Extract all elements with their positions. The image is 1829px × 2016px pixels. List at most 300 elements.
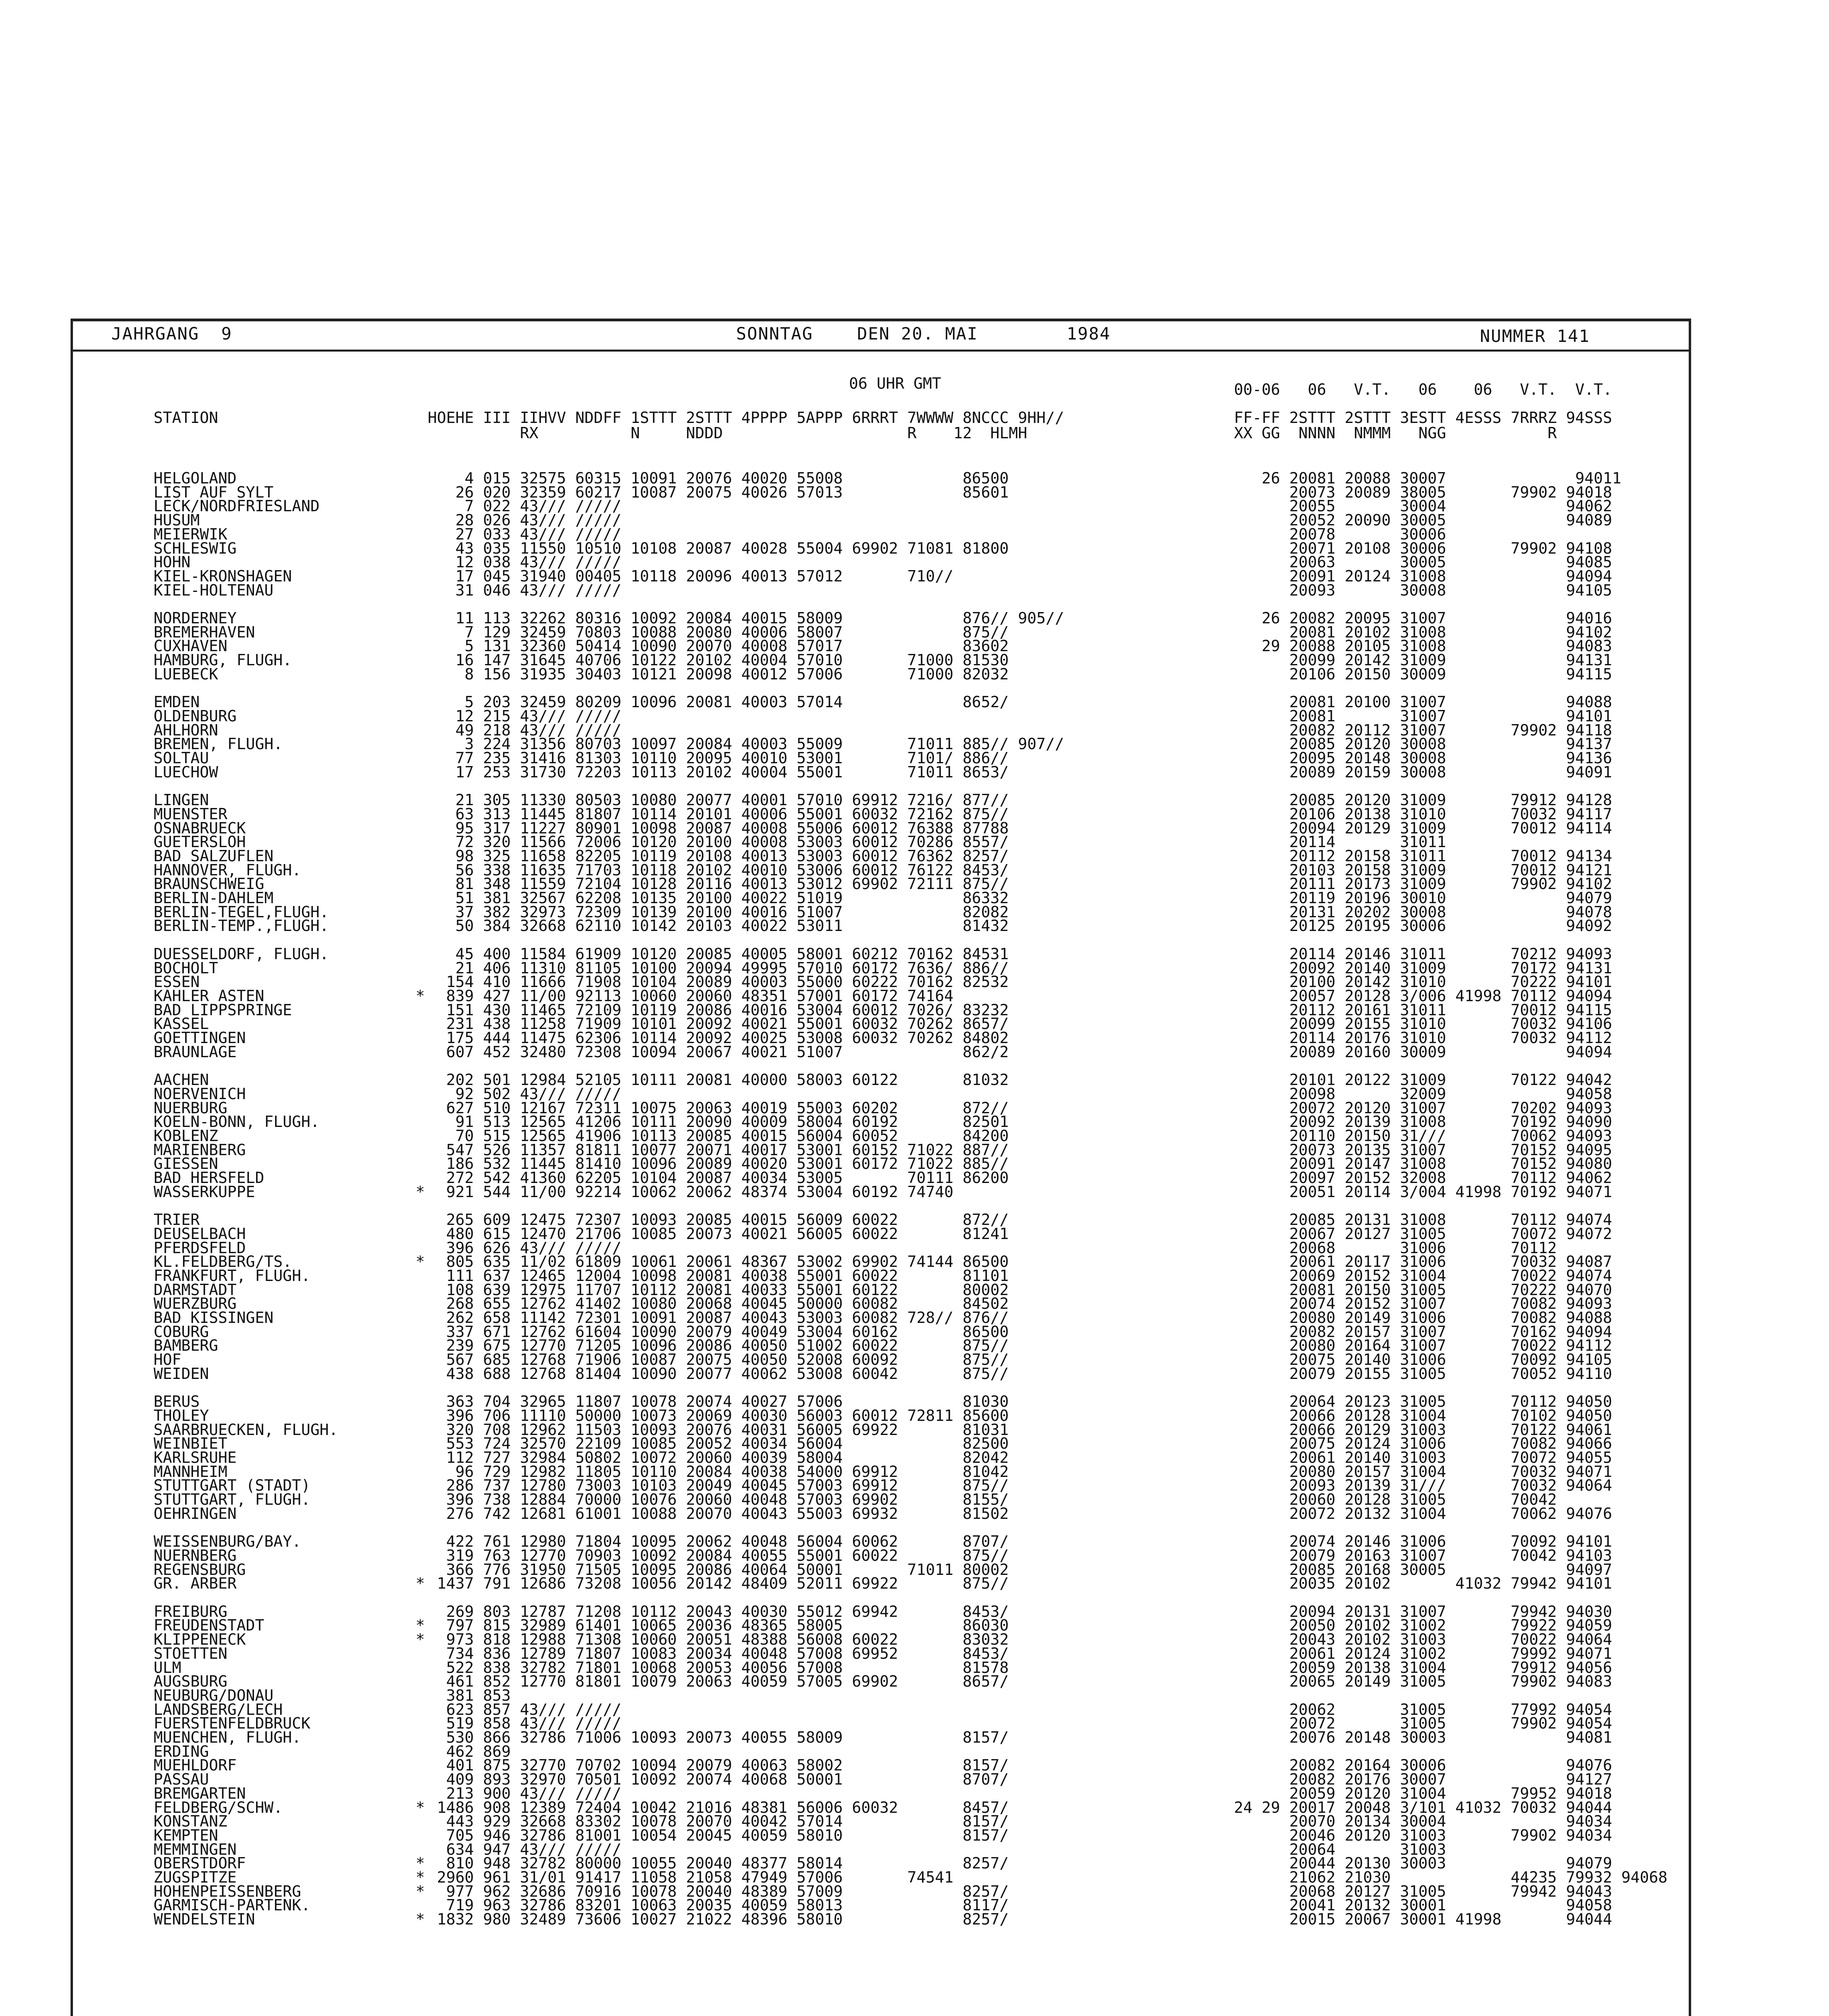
station-name: MARIENBERG <box>154 1141 246 1159</box>
station-name: HAMBURG, FLUGH. <box>154 651 292 669</box>
station-name: FREUDENSTADT <box>154 1616 264 1635</box>
table-row <box>73 583 1689 598</box>
obs-06utc-group: 56 338 11635 71703 10118 20102 40010 53006 60012 76122 8453/ <box>428 861 1009 879</box>
obs-06utc-group: 530 866 32786 71006 10093 20073 40055 58009 8157/ <box>428 1729 1009 1746</box>
left-column-header-line1: HOEHE III IIHVV NDDFF 1STTT 2STTT 4PPPP 5APPP 6RRRT 7WWWW 8NCCC 9HH// <box>428 409 1064 427</box>
period-group: 20073 20089 38005 79902 94018 <box>1234 483 1612 501</box>
table-row <box>73 1506 1689 1521</box>
obs-06utc-group: 45 400 11584 61909 10120 20085 40005 58001 60212 70162 84531 <box>428 945 1009 963</box>
station-name: HANNOVER, FLUGH. <box>154 861 302 879</box>
station-name: COBURG <box>154 1322 209 1341</box>
obs-06utc-group: 16 147 31645 40706 10122 20102 40004 57010 71000 81530 <box>428 651 1009 669</box>
period-group: 20076 20148 30003 94081 <box>1234 1729 1612 1746</box>
period-group: 20093 20139 31/// 70032 94064 <box>1234 1477 1612 1495</box>
obs-06utc-group: 363 704 32965 11807 10078 20074 40027 57006 81030 <box>428 1393 1009 1411</box>
header-rule <box>73 350 1689 352</box>
station-name: BERLIN-TEMP.,FLUGH. <box>154 917 329 935</box>
mountain-station-marker: * <box>416 1574 425 1593</box>
obs-06utc-group: 265 609 12475 72307 10093 20085 40015 56009 60022 872// <box>428 1211 1009 1229</box>
station-name: NUERBURG <box>154 1099 228 1117</box>
obs-06utc-group: 634 947 43/// ///// <box>428 1840 622 1858</box>
year-label: 1984 <box>1067 324 1111 344</box>
station-name: BAD SALZUFLEN <box>154 847 274 865</box>
station-name: LIST AUF SYLT <box>154 483 274 501</box>
obs-06utc-group: 627 510 12167 72311 10075 20063 40019 55003 60202 872// <box>428 1099 1009 1117</box>
mountain-station-marker: * <box>416 1854 425 1872</box>
period-group: 20085 20131 31008 70112 94074 <box>1234 1211 1612 1229</box>
period-group: 20082 20112 31007 79902 94118 <box>1234 721 1612 739</box>
period-group: 26 20082 20095 31007 94016 <box>1234 609 1612 627</box>
obs-06utc-group: 262 658 11142 72301 10091 20087 40043 53003 60082 728// 876// <box>428 1309 1009 1327</box>
obs-06utc-group: 70 515 12565 41906 10113 20085 40015 56004 60052 84200 <box>428 1127 1009 1145</box>
period-group: 20079 20163 31007 70042 94103 <box>1234 1546 1612 1564</box>
station-name: LANDSBERG/LECH <box>154 1700 283 1718</box>
station-name: NUERNBERG <box>154 1546 237 1564</box>
period-group: 20089 20159 30008 94091 <box>1234 763 1612 781</box>
obs-06utc-group: 81 348 11559 72104 10128 20116 40013 53012 69902 72111 875// <box>428 875 1009 893</box>
obs-06utc-group: 810 948 32782 80000 10055 20040 48377 58014 8257/ <box>428 1854 1009 1872</box>
obs-06utc-group: 519 858 43/// ///// <box>428 1714 622 1733</box>
period-group: 20095 20148 30008 94136 <box>1234 749 1612 767</box>
station-name: MEMMINGEN <box>154 1840 237 1858</box>
station-name: WENDELSTEIN <box>154 1910 255 1929</box>
mountain-station-marker: * <box>416 1910 425 1929</box>
station-name: LECK/NORDFRIESLAND <box>154 497 320 515</box>
left-column-header-line2: RX N NDDD R 12 HLMH <box>428 424 1028 442</box>
period-group: 20099 20142 31009 94131 <box>1234 651 1612 669</box>
station-name: TRIER <box>154 1211 200 1229</box>
station-column-header: STATION <box>154 409 218 427</box>
period-group: 20060 20128 31005 70042 <box>1234 1491 1557 1509</box>
station-name: KAHLER ASTEN <box>154 987 264 1005</box>
station-name: BOCHOLT <box>154 959 218 977</box>
period-group: 20065 20149 31005 79902 94083 <box>1234 1672 1612 1691</box>
table-row <box>73 1828 1689 1843</box>
obs-06utc-group: 268 655 12762 41402 10080 20068 40045 50000 60082 84502 <box>428 1295 1009 1313</box>
obs-06utc-group: 92 502 43/// ///// <box>428 1085 622 1103</box>
table-row <box>73 1674 1689 1689</box>
station-name: BAD LIPPSPRINGE <box>154 1001 292 1019</box>
obs-06utc-group: 921 544 11/00 92214 10062 20062 48374 53004 60192 74740 <box>428 1183 954 1201</box>
station-name: NORDERNEY <box>154 609 237 627</box>
obs-06utc-group: 151 430 11465 72109 10119 20086 40016 53004 60012 7026/ 83232 <box>428 1001 1009 1019</box>
obs-06utc-group: 43 035 11550 10510 10108 20087 40028 55004 69902 71081 81800 <box>428 539 1009 557</box>
station-name: ULM <box>154 1658 181 1677</box>
period-group: 20044 20130 30003 94079 <box>1234 1854 1612 1872</box>
period-group: 20097 20152 32008 70112 94062 <box>1234 1169 1612 1187</box>
period-group: 20106 20150 30009 94115 <box>1234 665 1612 683</box>
station-name: GARMISCH-PARTENK. <box>154 1896 310 1914</box>
obs-06utc-group: 28 026 43/// ///// <box>428 511 622 529</box>
obs-06utc-group: 422 761 12980 71804 10095 20062 40048 56004 60062 8707/ <box>428 1533 1009 1551</box>
obs-06utc-group: 1437 791 12686 73208 10056 20142 48409 52011 69922 875// <box>428 1574 1009 1593</box>
obs-06utc-group: 705 946 32786 81001 10054 20045 40059 58010 8157/ <box>428 1826 1009 1844</box>
mountain-station-marker: * <box>416 1631 425 1649</box>
period-group: 20064 20123 31005 70112 94050 <box>1234 1393 1612 1411</box>
obs-06utc-group: 480 615 12470 21706 10085 20073 40021 56005 60022 81241 <box>428 1225 1009 1243</box>
station-name: BAD HERSFELD <box>154 1169 264 1187</box>
station-name: HOHN <box>154 553 191 571</box>
table-row <box>73 1184 1689 1200</box>
obs-06utc-group: 154 410 11666 71908 10104 20089 40003 55000 60222 70162 82532 <box>428 973 1009 991</box>
obs-06utc-group: 805 635 11/02 61809 10061 20061 48367 53002 69902 74144 86500 <box>428 1253 1009 1271</box>
station-name: WEINBIET <box>154 1435 228 1453</box>
obs-06utc-group: 272 542 41360 62205 10104 20087 40034 53005 70111 86200 <box>428 1169 1009 1187</box>
period-group: 20035 20102 41032 79942 94101 <box>1234 1574 1612 1593</box>
obs-06utc-group: 21 305 11330 80503 10080 20077 40001 57010 69912 7216/ 877// <box>428 791 1009 809</box>
period-group: 20082 20164 30006 94076 <box>1234 1756 1612 1774</box>
period-group: 20063 30005 94085 <box>1234 553 1612 571</box>
station-name: SOLTAU <box>154 749 209 767</box>
obs-06utc-group: 8 156 31935 30403 10121 20098 40012 57006 71000 82032 <box>428 665 1009 683</box>
obs-06utc-group: 96 729 12982 11805 10110 20084 40038 54000 69912 81042 <box>428 1462 1009 1481</box>
period-group: 20079 20155 31005 70052 94110 <box>1234 1364 1612 1383</box>
obs-06utc-group: 37 382 32973 72309 10139 20100 40016 51007 82082 <box>428 903 1009 921</box>
period-group: 20100 20142 31010 70222 94101 <box>1234 973 1612 991</box>
period-group: 20114 31011 <box>1234 833 1446 851</box>
station-name: ESSEN <box>154 973 200 991</box>
station-name: KIEL-HOLTENAU <box>154 581 274 599</box>
obs-06utc-group: 12 215 43/// ///// <box>428 707 622 725</box>
obs-06utc-group: 11 113 32262 80316 10092 20084 40015 58009 876// 905// <box>428 609 1064 627</box>
obs-06utc-group: 186 532 11445 81410 10096 20089 40020 53001 60172 71022 885// <box>428 1155 1009 1173</box>
obs-06utc-group: 7 129 32459 70803 10088 20080 40006 58007 875// <box>428 623 1009 641</box>
station-name: OSNABRUECK <box>154 819 246 837</box>
station-name: KOELN-BONN, FLUGH. <box>154 1113 320 1131</box>
period-group: 20072 31005 79902 94054 <box>1234 1714 1612 1733</box>
obs-06utc-group: 443 929 32668 83302 10078 20070 40042 57014 8157/ <box>428 1812 1009 1831</box>
station-name: BERLIN-TEGEL,FLUGH. <box>154 903 329 921</box>
period-group: 20085 20120 31009 79912 94128 <box>1234 791 1612 809</box>
obs-06utc-group: 213 900 43/// ///// <box>428 1784 622 1802</box>
period-group: 20082 20157 31007 70162 94094 <box>1234 1322 1612 1341</box>
station-name: PASSAU <box>154 1770 209 1789</box>
period-group: 20075 20140 31006 70092 94105 <box>1234 1351 1612 1369</box>
period-group: 20103 20158 31009 70012 94121 <box>1234 861 1612 879</box>
period-group: 20057 20128 3/006 41998 70112 94094 <box>1234 987 1612 1005</box>
obs-06utc-group: 623 857 43/// ///// <box>428 1700 622 1718</box>
date-label: DEN 20. MAI <box>857 324 978 344</box>
period-group: 20061 20117 31006 70032 94087 <box>1234 1253 1612 1271</box>
period-group: 20106 20138 31010 70032 94117 <box>1234 805 1612 823</box>
obs-06utc-group: 72 320 11566 72006 10120 20100 40008 53003 60012 70286 8557/ <box>428 833 1009 851</box>
period-group: 20062 31005 77992 94054 <box>1234 1700 1612 1718</box>
station-name: AACHEN <box>154 1071 209 1089</box>
station-name: GIESSEN <box>154 1155 218 1173</box>
period-group: 20061 20124 31002 79992 94071 <box>1234 1644 1612 1662</box>
station-name: KEMPTEN <box>154 1826 218 1844</box>
period-group: 20093 30008 94105 <box>1234 581 1612 599</box>
station-name: LUEBECK <box>154 665 218 683</box>
period-group: 20041 20132 30001 94058 <box>1234 1896 1612 1914</box>
obs-06utc-group: 51 381 32567 62208 10135 20100 40022 51019 86332 <box>428 889 1009 907</box>
obs-06utc-group: 3 224 31356 80703 10097 20084 40003 55009 71011 885// 907// <box>428 735 1064 753</box>
obs-06utc-group: 50 384 32668 62110 10142 20103 40022 53011 81432 <box>428 917 1009 935</box>
station-name: MEIERWIK <box>154 525 228 543</box>
station-name: KARLSRUHE <box>154 1449 237 1466</box>
station-name: EMDEN <box>154 693 200 711</box>
station-name: KONSTANZ <box>154 1812 228 1831</box>
period-group: 29 20088 20105 31008 94083 <box>1234 637 1612 655</box>
period-group: 20059 20120 31004 79952 94018 <box>1234 1784 1612 1802</box>
period-group: 20089 20160 30009 94094 <box>1234 1043 1612 1061</box>
obs-06utc-group: 719 963 32786 83201 10063 20035 40059 58013 8117/ <box>428 1896 1009 1914</box>
obs-06utc-group: 553 724 32570 22109 10085 20052 40034 56004 82500 <box>428 1435 1009 1453</box>
station-name: OEHRINGEN <box>154 1504 237 1522</box>
station-name: FUERSTENFELDBRUCK <box>154 1714 310 1733</box>
period-group: 20072 20132 31004 70062 94076 <box>1234 1504 1612 1522</box>
issue-number: NUMMER 141 <box>1480 326 1590 346</box>
obs-06utc-group: 239 675 12770 71205 10096 20086 40050 51002 60022 875// <box>428 1337 1009 1355</box>
volume-label: JAHRGANG 9 <box>111 324 233 344</box>
period-group: 26 20081 20088 30007 94011 <box>1234 469 1621 487</box>
station-name: THOLEY <box>154 1406 209 1425</box>
obs-06utc-group: 462 869 <box>428 1742 511 1760</box>
table-row <box>73 1730 1689 1745</box>
period-group: 20114 20176 31010 70032 94112 <box>1234 1029 1612 1047</box>
period-group: 20072 20120 31007 70202 94093 <box>1234 1099 1612 1117</box>
period-group: 20052 20090 30005 94089 <box>1234 511 1612 529</box>
period-group: 20081 20100 31007 94088 <box>1234 693 1612 711</box>
station-name: STUTTGART, FLUGH. <box>154 1491 310 1509</box>
station-name: BRAUNLAGE <box>154 1043 237 1061</box>
period-group: 20091 20124 31008 94094 <box>1234 567 1612 585</box>
obs-06utc-group: 320 708 12962 11503 10093 20076 40031 56005 69922 81031 <box>428 1420 1009 1439</box>
obs-06utc-group: 98 325 11658 82205 10119 20108 40013 53003 60012 76362 8257/ <box>428 847 1009 865</box>
period-group: 21062 21030 44235 79932 94068 <box>1234 1868 1668 1886</box>
period-header: 00-06 06 V.T. 06 06 V.T. V.T. <box>1234 381 1612 398</box>
period-group: 20085 20168 30005 94097 <box>1234 1560 1612 1579</box>
obs-06utc-group: 1832 980 32489 73606 10027 21022 48396 58010 8257/ <box>428 1910 1009 1929</box>
period-group: 20046 20120 31003 79902 94034 <box>1234 1826 1612 1844</box>
obs-06utc-group: 27 033 43/// ///// <box>428 525 622 543</box>
station-name: STUTTGART (STADT) <box>154 1477 310 1495</box>
station-name: LUECHOW <box>154 763 218 781</box>
station-name: ERDING <box>154 1742 209 1760</box>
obs-06utc-group: 17 253 31730 72203 10113 20102 40004 55001 71011 8653/ <box>428 763 1009 781</box>
table-row <box>73 1044 1689 1060</box>
period-group: 20059 20138 31004 79912 94056 <box>1234 1658 1612 1677</box>
obs-06utc-group: 231 438 11258 71909 10101 20092 40021 55001 60032 70262 8657/ <box>428 1015 1009 1033</box>
period-group: 20110 20150 31/// 70062 94093 <box>1234 1127 1612 1145</box>
obs-06utc-group: 461 852 12770 81801 10079 20063 40059 57005 69902 8657/ <box>428 1672 1009 1691</box>
mountain-station-marker: * <box>416 1616 425 1635</box>
station-name: MUENSTER <box>154 805 228 823</box>
obs-06utc-group: 17 045 31940 00405 10118 20096 40013 57012 710// <box>428 567 954 585</box>
period-group: 20112 20158 31011 70012 94134 <box>1234 847 1612 865</box>
station-name: FELDBERG/SCHW. <box>154 1798 283 1816</box>
station-name: ZUGSPITZE <box>154 1868 237 1886</box>
period-group: 20055 30004 94062 <box>1234 497 1612 515</box>
period-group: 20099 20155 31010 70032 94106 <box>1234 1015 1612 1033</box>
station-name: GR. ARBER <box>154 1574 237 1593</box>
obs-06utc-group: 409 893 32970 70501 10092 20074 40068 50001 8707/ <box>428 1770 1009 1789</box>
station-name: KIEL-KRONSHAGEN <box>154 567 292 585</box>
station-name: AHLHORN <box>154 721 218 739</box>
period-group: 20074 20146 31006 70092 94101 <box>1234 1533 1612 1551</box>
mountain-station-marker: * <box>416 1183 425 1201</box>
obs-06utc-group: 4 015 32575 60315 10091 20076 40020 55008 86500 <box>428 469 1009 487</box>
period-group: 20070 20134 30004 94034 <box>1234 1812 1612 1831</box>
obs-06utc-group: 396 738 12884 70000 10076 20060 40048 57003 69902 8155/ <box>428 1491 1009 1509</box>
station-name: DEUSELBACH <box>154 1225 246 1243</box>
right-column-header-line2: XX GG NNNN NMMM NGG R <box>1234 424 1557 442</box>
obs-06utc-group: 977 962 32686 70916 10078 20040 48389 57009 8257/ <box>428 1882 1009 1900</box>
station-name: BRAUNSCHWEIG <box>154 875 264 893</box>
obs-06utc-group: 522 838 32782 71801 10068 20053 40056 57008 81578 <box>428 1658 1009 1677</box>
station-name: MANNHEIM <box>154 1462 228 1481</box>
mountain-station-marker: * <box>416 1253 425 1271</box>
period-group: 20119 20196 30010 94079 <box>1234 889 1612 907</box>
period-group: 20043 20102 31003 70022 94064 <box>1234 1631 1612 1649</box>
obs-06utc-group: 269 803 12787 71208 10112 20043 40030 55012 69942 8453/ <box>428 1602 1009 1620</box>
obs-06utc-group: 839 427 11/00 92113 10060 20060 48351 57001 60172 74164 <box>428 987 954 1005</box>
period-group: 20067 20127 31005 70072 94072 <box>1234 1225 1612 1243</box>
station-name: KOBLENZ <box>154 1127 218 1145</box>
station-name: NOERVENICH <box>154 1085 246 1103</box>
weather-report-sheet <box>71 319 1691 2016</box>
period-group: 20073 20135 31007 70152 94095 <box>1234 1141 1612 1159</box>
period-group: 20078 30006 <box>1234 525 1446 543</box>
period-group: 20131 20202 30008 94078 <box>1234 903 1612 921</box>
obs-06utc-group: 77 235 31416 81303 10110 20095 40010 53001 7101/ 886// <box>428 749 1009 767</box>
period-group: 20066 20129 31003 70122 94061 <box>1234 1420 1612 1439</box>
obs-06utc-group: 337 671 12762 61604 10090 20079 40049 53004 60162 86500 <box>428 1322 1009 1341</box>
obs-06utc-group: 567 685 12768 71906 10087 20075 40050 52008 60092 875// <box>428 1351 1009 1369</box>
station-name: CUXHAVEN <box>154 637 228 655</box>
period-group: 20114 20146 31011 70212 94093 <box>1234 945 1612 963</box>
obs-06utc-group: 547 526 11357 81811 10077 20071 40017 53001 60152 71022 887// <box>428 1141 1009 1159</box>
obs-06utc-group: 5 203 32459 80209 10096 20081 40003 57014 8652/ <box>428 693 1009 711</box>
station-name: FRANKFURT, FLUGH. <box>154 1266 310 1285</box>
station-name: KASSEL <box>154 1015 209 1033</box>
period-group: 20125 20195 30006 94092 <box>1234 917 1612 935</box>
obs-06utc-group: 112 727 32984 50802 10072 20060 40039 58004 82042 <box>428 1449 1009 1466</box>
period-group: 20050 20102 31002 79922 94059 <box>1234 1616 1612 1635</box>
station-name: HOHENPEISSENBERG <box>154 1882 302 1900</box>
period-group: 20080 20164 31007 70022 94112 <box>1234 1337 1612 1355</box>
obs-06utc-group: 973 818 12988 71308 10060 20051 48388 56008 60022 83032 <box>428 1631 1009 1649</box>
period-group: 20068 20127 31005 79942 94043 <box>1234 1882 1612 1900</box>
station-name: LINGEN <box>154 791 209 809</box>
obs-06utc-group: 26 020 32359 60217 10087 20075 40026 57013 85601 <box>428 483 1009 501</box>
table-row <box>73 1912 1689 1927</box>
period-group: 20112 20161 31011 70012 94115 <box>1234 1001 1612 1019</box>
obs-06utc-group: 91 513 12565 41206 10111 20090 40009 58004 60192 82501 <box>428 1113 1009 1131</box>
period-group: 20094 20131 31007 79942 94030 <box>1234 1602 1612 1620</box>
period-group: 20101 20122 31009 70122 94042 <box>1234 1071 1612 1089</box>
table-row <box>73 1366 1689 1381</box>
station-name: OLDENBURG <box>154 707 237 725</box>
period-group: 20098 32009 94058 <box>1234 1085 1612 1103</box>
station-name: HELGOLAND <box>154 469 237 487</box>
obs-06utc-group: 63 313 11445 81807 10114 20101 40006 55001 60032 72162 875// <box>428 805 1009 823</box>
station-name: MUENCHEN, FLUGH. <box>154 1729 302 1746</box>
mountain-station-marker: * <box>416 987 425 1005</box>
station-name: HOF <box>154 1351 181 1369</box>
obs-06utc-group: 401 875 32770 70702 10094 20079 40063 58002 8157/ <box>428 1756 1009 1774</box>
period-group: 24 29 20017 20048 3/101 41032 70032 94044 <box>1234 1798 1612 1816</box>
day-label: SONNTAG <box>736 324 814 344</box>
obs-06utc-group: 111 637 12465 12004 10098 20081 40038 55001 60022 81101 <box>428 1266 1009 1285</box>
station-name: WUERZBURG <box>154 1295 237 1313</box>
obs-06utc-group: 734 836 12789 71807 10083 20034 40048 57008 69952 8453/ <box>428 1644 1009 1662</box>
period-group: 20092 20139 31008 70192 94090 <box>1234 1113 1612 1131</box>
period-group: 20075 20124 31006 70082 94066 <box>1234 1435 1612 1453</box>
obs-06utc-group: 95 317 11227 80901 10098 20087 40008 55006 60012 76388 87788 <box>428 819 1009 837</box>
station-name: AUGSBURG <box>154 1672 228 1691</box>
station-name: OBERSTDORF <box>154 1854 246 1872</box>
mountain-station-marker: * <box>416 1868 425 1886</box>
station-name: WEIDEN <box>154 1364 209 1383</box>
mountain-station-marker: * <box>416 1882 425 1900</box>
station-name: REGENSBURG <box>154 1560 246 1579</box>
table-row <box>73 918 1689 933</box>
station-name: GUETERSLOH <box>154 833 246 851</box>
period-group: 20051 20114 3/004 41998 70192 94071 <box>1234 1183 1612 1201</box>
mountain-station-marker: * <box>416 1798 425 1816</box>
obs-06utc-group: 175 444 11475 62306 10114 20092 40025 53008 60032 70262 84802 <box>428 1029 1009 1047</box>
obs-06utc-group: 7 022 43/// ///// <box>428 497 622 515</box>
station-name: MUEHLDORF <box>154 1756 237 1774</box>
obs-06utc-group: 396 626 43/// ///// <box>428 1239 622 1257</box>
station-name: KLIPPENECK <box>154 1631 246 1649</box>
period-group: 20082 20176 30007 94127 <box>1234 1770 1612 1789</box>
obs-06utc-group: 276 742 12681 61001 10088 20070 40043 55003 69932 81502 <box>428 1504 1009 1522</box>
obs-06utc-group: 31 046 43/// ///// <box>428 581 622 599</box>
station-name: WASSERKUPPE <box>154 1183 255 1201</box>
table-row <box>73 666 1689 682</box>
station-name: KL.FELDBERG/TS. <box>154 1253 292 1271</box>
obs-06utc-group: 2960 961 31/01 91417 11058 21058 47949 57006 74541 <box>428 1868 954 1886</box>
right-column-header-line1: FF-FF 2STTT 2STTT 3ESTT 4ESSS 7RRRZ 94SSS <box>1234 409 1612 427</box>
obs-06utc-group: 108 639 12975 11707 10112 20081 40033 55001 60122 80002 <box>428 1281 1009 1299</box>
period-group: 20068 31006 70112 <box>1234 1239 1557 1257</box>
period-group: 20061 20140 31003 70072 94055 <box>1234 1449 1612 1466</box>
station-name: BAD KISSINGEN <box>154 1309 274 1327</box>
station-name: PFERDSFELD <box>154 1239 246 1257</box>
station-name: BAMBERG <box>154 1337 218 1355</box>
period-group: 20081 31007 94101 <box>1234 707 1612 725</box>
obs-06utc-group: 21 406 11310 81105 10100 20094 49995 57010 60172 7636/ 886// <box>428 959 1009 977</box>
obs-06utc-group: 5 131 32360 50414 10090 20070 40008 57017 83602 <box>428 637 1009 655</box>
station-name: SCHLESWIG <box>154 539 237 557</box>
period-group: 20080 20157 31004 70032 94071 <box>1234 1462 1612 1481</box>
obs-06utc-group: 319 763 12770 70903 10092 20084 40055 55001 60022 875// <box>428 1546 1009 1564</box>
obs-06utc-group: 396 706 11110 50000 10073 20069 40030 56003 60012 72811 85600 <box>428 1406 1009 1425</box>
period-group: 20081 20102 31008 94102 <box>1234 623 1612 641</box>
table-row <box>73 764 1689 780</box>
period-group: 20081 20150 31005 70222 94070 <box>1234 1281 1612 1299</box>
period-group: 20071 20108 30006 79902 94108 <box>1234 539 1612 557</box>
period-group: 20091 20147 31008 70152 94080 <box>1234 1155 1612 1173</box>
obs-06utc-group: 286 737 12780 73003 10103 20049 40045 57003 69912 875// <box>428 1477 1009 1495</box>
obs-06utc-group: 49 218 43/// ///// <box>428 721 622 739</box>
period-group: 20094 20129 31009 70012 94114 <box>1234 819 1612 837</box>
obs-time-label: 06 UHR GMT <box>849 375 941 392</box>
station-name: BREMERHAVEN <box>154 623 255 641</box>
obs-06utc-group: 12 038 43/// ///// <box>428 553 622 571</box>
obs-06utc-group: 438 688 12768 81404 10090 20077 40062 53008 60042 875// <box>428 1364 1009 1383</box>
station-name: DARMSTADT <box>154 1281 237 1299</box>
period-group: 20092 20140 31009 70172 94131 <box>1234 959 1612 977</box>
station-name: HUSUM <box>154 511 200 529</box>
station-name: FREIBURG <box>154 1602 228 1620</box>
station-name: BREMEN, FLUGH. <box>154 735 283 753</box>
station-name: BERUS <box>154 1393 200 1411</box>
station-name: STOETTEN <box>154 1644 228 1662</box>
station-name: BREMGARTEN <box>154 1784 246 1802</box>
